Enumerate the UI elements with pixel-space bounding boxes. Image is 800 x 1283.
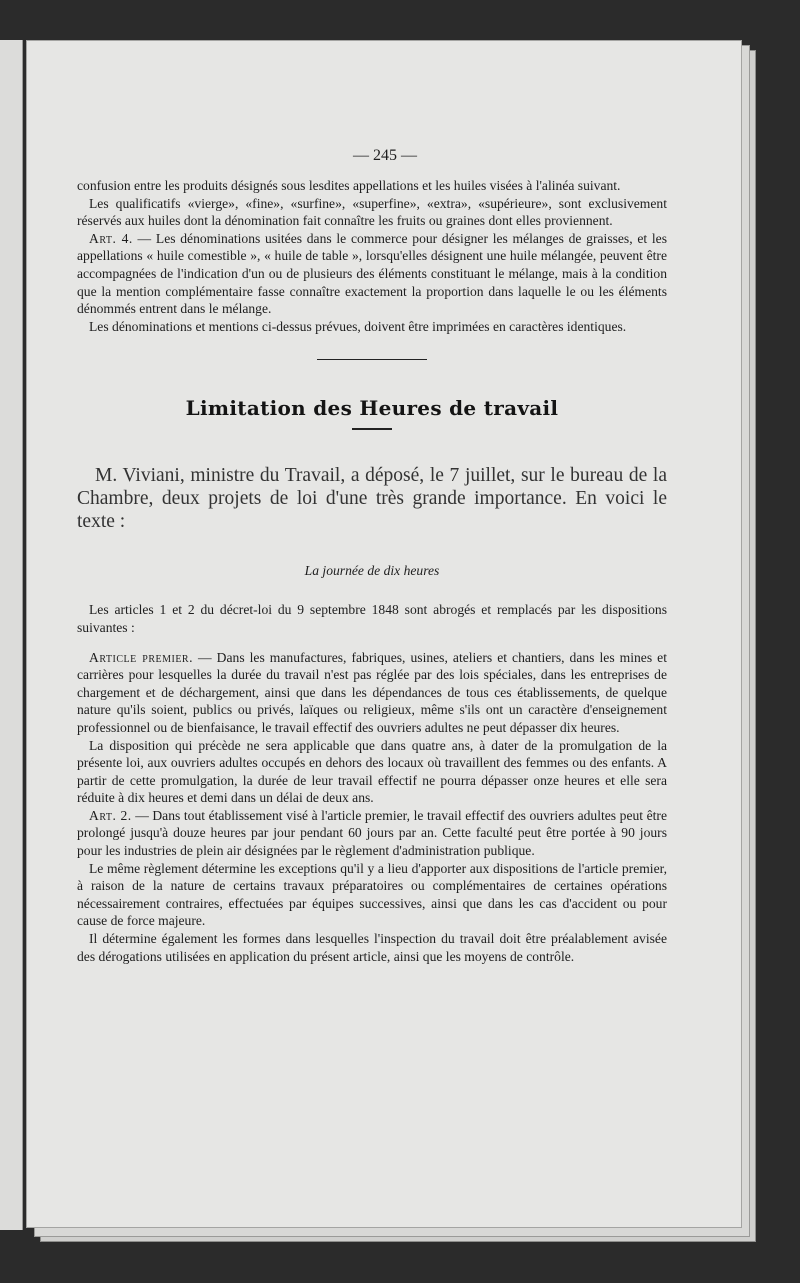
section-title: Limitation des Heures de travail — [185, 396, 559, 421]
paragraph-continuation: confusion entre les produits désignés sous lesdites appellations et les huiles visées à l'alinéa suivant. — [77, 178, 621, 193]
paragraph-qualificatifs: Les qualificatifs «vierge», «fine», «surfine», «superfine», «extra», «supérieure», sont exclusivement réservés aux huiles dont la dénomination fait connaître les fruits ou graines dont elles proviennent. — [77, 195, 667, 229]
paragraph-abrogation: Les articles 1 et 2 du décret-loi du 9 septembre 1848 sont abrogés et remplacés par les dispositions suivantes : — [77, 602, 667, 635]
paragraph-inspection: Il détermine également les formes dans lesquelles l'inspection du travail doit être préalablement avisée des dérogations utilisées en application du présent article, ainsi que les moyens de contrôle. — [77, 931, 667, 964]
subheading: La journée de dix heures — [304, 563, 440, 579]
article-text: — Dans tout établissement visé à l'article premier, le travail effectif des ouvriers adultes peut être prolongé jusqu'à douze heures par jour pendant 60 jours par an. Cette faculté peut être portée à 90 jours pour les industries de plein air désignées par le règlement d'administration publique. — [77, 807, 667, 859]
book-page — [26, 40, 742, 1228]
article-label: Art. 4. — [89, 230, 133, 246]
paragraph-article-premier — [77, 649, 667, 737]
article-text: — Dans les manufactures, fabriques, usines, ateliers et chantiers, dans les mines et carrières pour lesquelles la durée du travail n'est pas réglée par des lois spéciales, dans les entreprises de chargement et de déchargement, ainsi que dans les dépendances de tous ces établissements, de quelque nature qu'ils soient, publics ou privés, laïques ou religieux, même s'ils ont un caractère d'enseignement professionnel ou de bienfaisance, le travail effectif des ouvriers adultes ne peut dépasser dix heures. — [77, 649, 667, 735]
paragraph-reglement: Le même règlement détermine les exceptions qu'il y a lieu d'apporter aux dispositions de l'article premier, à raison de la nature de certains travaux préparatoires ou complémentaires de certaines opérations nécessairement contraires, effectuées par équipes successives, ainsi que dans les cas d'accident ou pour cause de force majeure. — [77, 860, 667, 929]
title-underline — [352, 428, 392, 430]
article-label: Article premier. — [89, 649, 193, 665]
section-divider — [317, 359, 427, 360]
page-number: — 245 — — [353, 147, 417, 164]
paragraph-disposition: La disposition qui précède ne sera applicable que dans quatre ans, à dater de la promulgation de la présente loi, aux ouvriers adultes occupés en dehors des locaux où travaillent des femmes ou des enfants. A partir de cette promulgation, la durée de leur travail effectif ne pourra dépasser onze heures et elle sera réduite à dix heures et demi dans un délai de deux ans. — [77, 737, 667, 806]
lead-paragraph: M. Viviani, ministre du Travail, a déposé, le 7 juillet, sur le bureau de la Chambre, deux projets de loi d'une très grande importance. En voici le texte : — [77, 465, 667, 533]
facing-page-edge — [0, 40, 23, 1230]
paragraph-article-2 — [77, 807, 667, 860]
article-label: Art. 2. — [89, 807, 132, 823]
paragraph-article-4 — [77, 230, 667, 318]
page-body — [77, 177, 667, 965]
article-text: — Les dénominations usitées dans le commerce pour désigner les mélanges de graisses, et les appellations « huile comestible », « huile de table », lorsqu'elles désignent une huile mélangée, peuvent être accompagnées de l'indication d'un ou de plusieurs des éléments constituant le mélange, mais à la condition que la mention complémentaire fasse connaître exactement la proportion dans laquelle le ou les éléments dénommés entrent dans le mélange. — [77, 230, 667, 317]
paragraph-mentions: Les dénominations et mentions ci-dessus prévues, doivent être imprimées en caractères identiques. — [89, 318, 627, 334]
